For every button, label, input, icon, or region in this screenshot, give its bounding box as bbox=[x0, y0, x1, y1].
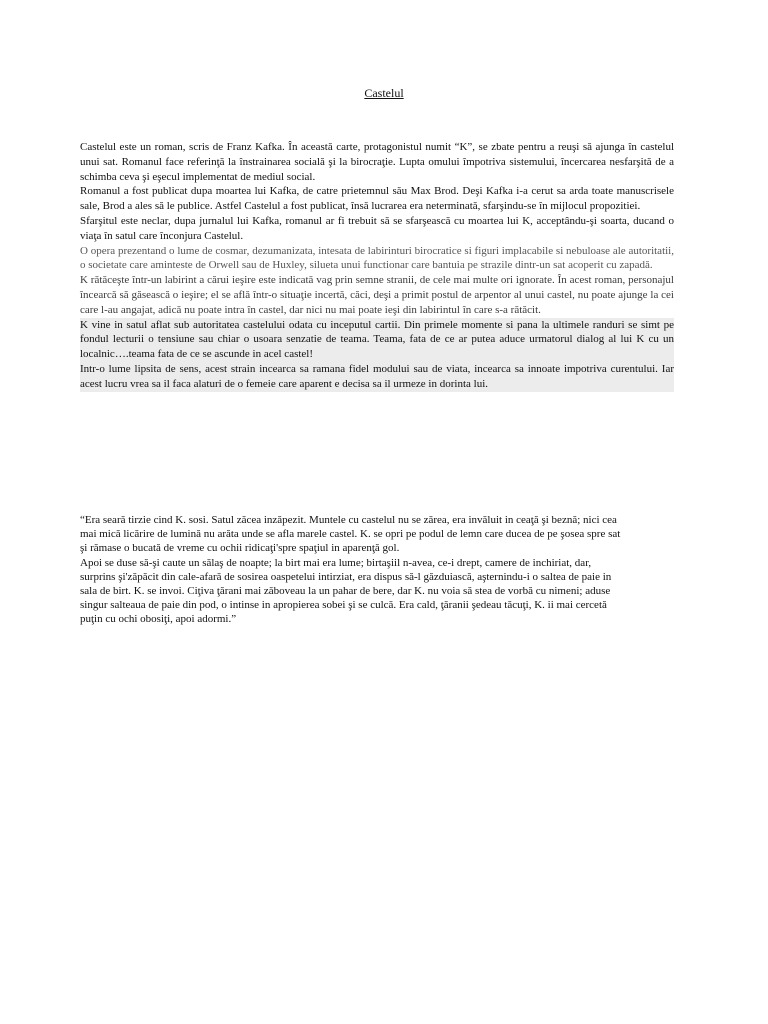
paragraph-publication: Romanul a fost publicat dupa moartea lui Kafka, de catre prietemnul său Max Brod. Deşi Kafka i-a cerut sa arda toate manuscrisele sale, Brod a ales să le publice. Astfel Castelul a fost publicat, însă lucrarea era neterminată, sfarşindu-se în mijlocul propozitiei. bbox=[80, 185, 674, 213]
body-text bbox=[80, 140, 674, 392]
quote-block bbox=[80, 513, 626, 627]
quote-paragraph: “Era seară tirzie cind K. sosi. Satul zăcea inzăpezit. Muntele cu castelul nu se zărea, era invăluit in ceaţă şi beznă; nici cea mai mică licărire de lumină nu arăta unde se afla marele castel. K. se opri pe podul de lemn care ducea de pe şosea spre sat şi rămase o bucată de vreme cu ochii ridicaţi'spre spaţiul in aparenţă gol. bbox=[80, 514, 621, 555]
paragraph-village: K vine in satul aflat sub autoritatea castelului odata cu inceputul cartii. Din primele momente si pana la ultimele randuri se simt pe fondul lecturii o tensiune sau chiar o usoara senzatie de teama. Teama, fata de ce ar putea aduce urmatorul dialog al lui K cu un localnic….teama fata de ce se ascunde in acel castel! bbox=[80, 318, 674, 361]
paragraph-labyrinth: K rătăceşte într-un labirint a cărui ieşire este indicată vag prin semne stranii, de cele mai multe ori ignorate. În acest roman, personajul încearcă să găsească o ieşire; el se află într-o situaţie incertă, căci, deşi a primit postul de arpentor al unui castel, nu poate ajunge la cei care l-au angajat, adică nu poate intra în castel, dar nici nu mai poate ieşi din labirintul în care s-a rătăcit. bbox=[80, 274, 674, 316]
paragraph-meaningless-world: Intr-o lume lipsita de sens, acest strain incearca sa ramana fidel modului sau de viata, incearca sa innoate impotriva curentului. Iar acest lucru vrea sa il faca alaturi de o femeie care aparent e decisa sa il urmeze in dorinta lui. bbox=[80, 362, 674, 390]
quote-paragraph: Apoi se duse să-şi caute un sălaş de noapte; la birt mai era lume; birtaşiil n-avea, ce-i drept, camere de inchiriat, dar, surprins şi'zăpăcit din cale-afară de sosirea oaspetelui intirziat, era dispus să-l găzduiască, aşternindu-i o saltea de paie in sala de birt. K. se invoi. Ciţiva ţărani mai zăboveau la un pahar de bere, dar K. nu voia să stea de vorbă cu nimeni; aduse singur salteaua de paie din pod, o intinse in apropierea sobei şi se culcă. Era cald, ţăranii şedeau tăcuţi, K. ii mai cercetă puţin cu ochi obosiţi, apoi adormi.” bbox=[80, 556, 612, 626]
paragraph-nightmare-world: O opera prezentand o lume de cosmar, dezumanizata, intesata de labirinturi birocratice si figuri implacabile si nebuloase ale autoritatii, o societate care aminteste de Orwell sau de Huxley, silueta unui functionar care bantuia pe strazile dintr-un sat acoperit cu zapadă. bbox=[80, 244, 674, 272]
paragraph-ending: Sfarşitul este neclar, dupa jurnalul lui Kafka, romanul ar fi trebuit să se sfarşească cu moartea lui K, acceptându-şi soarta, ducand o viaţa în satul care înconjura Castelul. bbox=[80, 214, 674, 242]
paragraph-intro: Castelul este un roman, scris de Franz Kafka. În această carte, protagonistul numit “K”, se zbate pentru a reuşi să ajunga în castelul unui sat. Romanul face referinţă la înstrainarea socială şi la birocraţie. Lupta omului împotriva sistemului, încercarea nesfarşită de a schimba ceva şi eşecul implementat de mediul social. bbox=[80, 141, 674, 183]
document-title: Castelul bbox=[364, 86, 404, 100]
